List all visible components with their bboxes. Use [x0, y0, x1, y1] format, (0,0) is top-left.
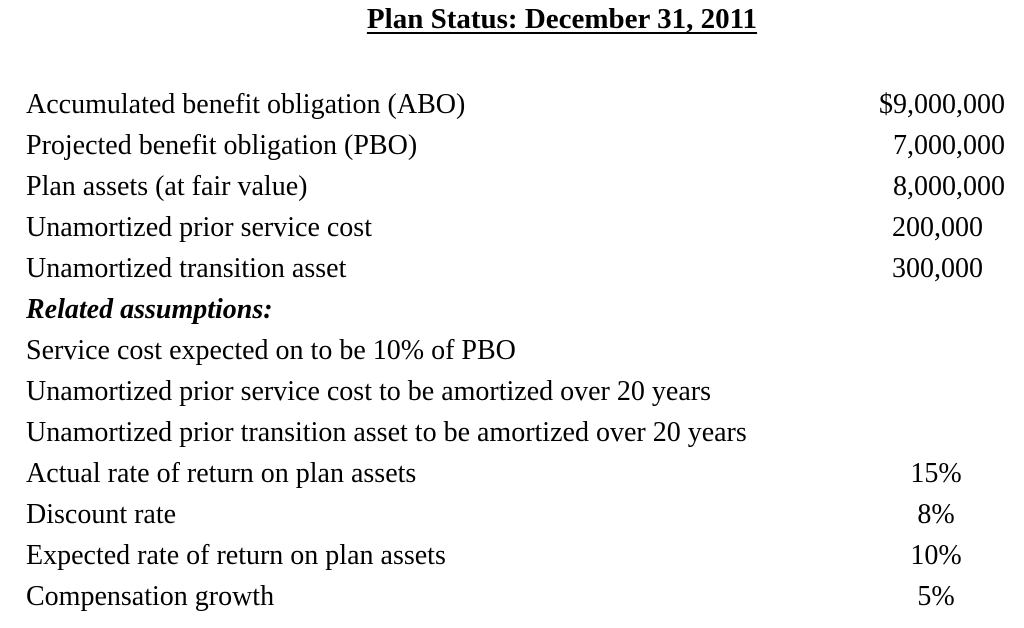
row-label: Unamortized prior service cost: [26, 212, 372, 243]
row-label: Unamortized prior service cost to be amortized over 20 years: [26, 376, 711, 407]
page-title: Plan Status: December 31, 2011: [366, 3, 758, 35]
row-value: $9,000,000: [879, 89, 1005, 120]
row-expected-return: [26, 535, 1011, 576]
row-label: Unamortized transition asset: [26, 253, 347, 284]
row-label: Plan assets (at fair value): [26, 171, 308, 202]
row-label: Compensation growth: [26, 581, 275, 612]
row-label: Projected benefit obligation (PBO): [26, 130, 418, 161]
row-abo: [26, 84, 1011, 125]
row-value: 5%: [917, 581, 955, 612]
row-label: Expected rate of return on plan assets: [26, 540, 446, 571]
row-label: Discount rate: [26, 499, 177, 530]
section-heading: Related assumptions:: [26, 294, 273, 325]
row-label: Actual rate of return on plan assets: [26, 458, 417, 489]
row-value: 8%: [917, 499, 955, 530]
assumptions-heading-row: [26, 289, 1011, 330]
row-compensation-growth: [26, 576, 1011, 617]
row-value: 15%: [910, 458, 962, 489]
row-prior-service-cost: [26, 207, 1011, 248]
row-prior-service-amortization: [26, 371, 1011, 412]
row-discount-rate: [26, 494, 1011, 535]
row-label: Unamortized prior transition asset to be amortized over 20 years: [26, 417, 747, 448]
row-actual-return: [26, 453, 1011, 494]
row-plan-assets: [26, 166, 1011, 207]
row-value: 7,000,000: [893, 130, 1005, 161]
row-service-cost-assumption: [26, 330, 1011, 371]
row-transition-amortization: [26, 412, 1011, 453]
row-transition-asset: [26, 248, 1011, 289]
row-pbo: [26, 125, 1011, 166]
row-label: Accumulated benefit obligation (ABO): [26, 89, 466, 120]
row-value: 10%: [910, 540, 962, 571]
plan-status-table: [26, 84, 1011, 617]
row-label: Service cost expected on to be 10% of PBO: [26, 335, 516, 366]
row-value: 200,000: [892, 212, 983, 243]
row-value: 8,000,000: [893, 171, 1005, 202]
row-value: 300,000: [892, 253, 983, 284]
